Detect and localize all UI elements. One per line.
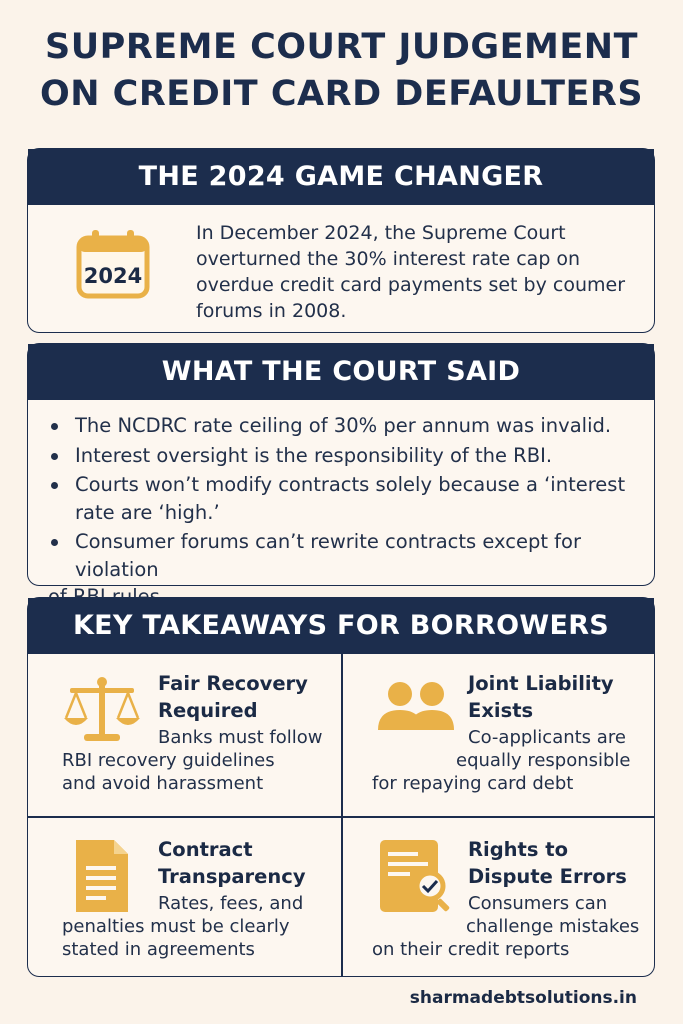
title-line: Required	[158, 699, 258, 722]
intro-line: forums in 2008.	[196, 300, 347, 322]
footer-website: sharmadebtsolutions.in	[409, 988, 637, 1008]
takeaway-desc	[352, 892, 647, 961]
bullet-dot-icon	[51, 423, 58, 430]
takeaway-desc	[38, 892, 333, 961]
bullet-dot-icon	[51, 453, 58, 460]
desc-line: equally responsible	[456, 750, 631, 771]
game-changer-text	[196, 220, 646, 324]
takeaway-fair-recovery	[28, 652, 341, 814]
title-line: Rights to	[468, 838, 568, 861]
takeaways-grid	[28, 652, 654, 976]
desc-line: challenge mistakes	[466, 916, 640, 937]
game-changer-heading: THE 2024 GAME CHANGER	[28, 149, 654, 205]
bullet-text: Consumer forums can’t rewrite contracts except for violation	[75, 530, 581, 581]
bullet-text: The NCDRC rate ceiling of 30% per annum was invalid.	[75, 414, 612, 437]
desc-line: penalties must be clearly	[62, 916, 290, 937]
desc-line: Banks must follow	[158, 727, 323, 748]
title-line: Joint Liability	[468, 672, 614, 695]
title-line: Fair Recovery	[158, 672, 308, 695]
calendar-year: 2024	[83, 264, 143, 288]
title-line: Transparency	[158, 865, 306, 888]
title-line-2: ON CREDIT CARD DEFAULTERS	[39, 74, 644, 114]
takeaway-desc	[38, 726, 333, 795]
bullet-text: Courts won’t modify contracts solely because a ‘interest	[75, 473, 626, 496]
takeaway-title	[158, 670, 338, 724]
takeaway-title	[468, 836, 648, 890]
takeaway-dispute-errors	[342, 818, 655, 980]
bullet-dot-icon	[51, 539, 58, 546]
desc-line: on their credit reports	[372, 939, 570, 960]
court-said-list	[48, 412, 648, 613]
takeaways-heading: KEY TAKEAWAYS FOR BORROWERS	[28, 598, 654, 654]
bullet-dot-icon	[51, 482, 58, 489]
bullet-item	[48, 471, 648, 526]
takeaway-desc	[352, 726, 647, 795]
intro-line: overdue credit card payments set by coumer	[196, 274, 626, 296]
desc-line: for repaying card debt	[372, 773, 574, 794]
desc-line: Rates, fees, and	[158, 893, 304, 914]
bullet-text: Interest oversight is the responsibility of the RBI.	[75, 443, 553, 467]
takeaway-contract-transparency	[28, 818, 341, 980]
desc-line: and avoid harassment	[62, 773, 264, 794]
takeaway-title	[468, 670, 648, 724]
calendar-icon	[76, 230, 150, 300]
court-said-card	[27, 343, 655, 586]
desc-line: Consumers can	[468, 893, 608, 914]
desc-line: stated in agreements	[62, 939, 255, 960]
title-line-1: SUPREME COURT JUDGEMENT	[45, 27, 638, 67]
court-said-heading: WHAT THE COURT SAID	[28, 344, 654, 400]
bullet-text: rate are ‘high.’	[75, 500, 220, 524]
bullet-item	[48, 442, 648, 470]
takeaway-joint-liability	[342, 652, 655, 814]
intro-line: In December 2024, the Supreme Court	[196, 222, 566, 244]
desc-line: Co-applicants are	[468, 727, 626, 748]
bullet-item	[48, 412, 648, 440]
title-line: Contract	[158, 838, 253, 861]
desc-line: RBI recovery guidelines	[62, 750, 275, 771]
game-changer-card	[27, 148, 655, 333]
title-line: Dispute Errors	[468, 865, 627, 888]
takeaways-card	[27, 597, 655, 977]
page-title	[0, 24, 683, 118]
intro-line: overturned the 30% interest rate cap on	[196, 248, 581, 270]
title-line: Exists	[468, 699, 534, 722]
takeaway-title	[158, 836, 338, 890]
